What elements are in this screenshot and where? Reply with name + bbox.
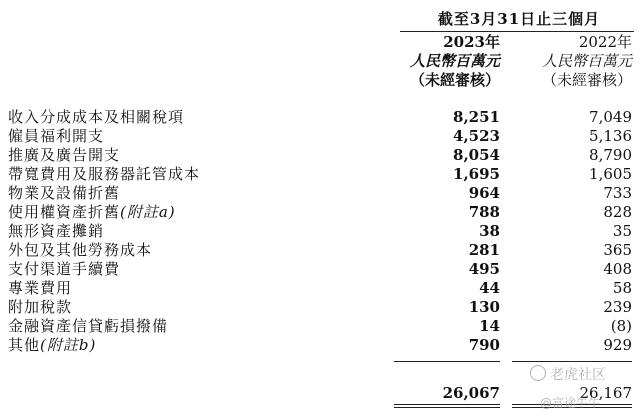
row-label: 專業費用 (8, 279, 73, 297)
row-label: 使用權資產折舊(附註a) (8, 203, 176, 221)
row-label: 收入分成成本及相關稅項 (8, 108, 185, 126)
table-row (0, 165, 640, 184)
year-2022-header: 2022年 (578, 33, 632, 51)
value-2023: 1,695 (453, 165, 500, 183)
table-row (0, 222, 640, 241)
row-label: 無形資產攤銷 (8, 222, 105, 240)
row-label: 附加稅款 (8, 298, 73, 316)
table-row (0, 336, 640, 355)
total-double-rule-2023-top (394, 404, 500, 405)
value-2023: 14 (479, 317, 500, 335)
row-label: 僱員福利開支 (8, 127, 105, 145)
value-2022: 35 (612, 222, 632, 240)
value-2023: 8,054 (453, 146, 500, 164)
year-2023-header: 2023年 (443, 33, 500, 51)
watermark-logo: 老虎社区 (530, 364, 606, 384)
value-2023: 788 (468, 203, 500, 221)
row-label: 其他(附註b) (8, 336, 97, 354)
audit-2023-header: （未經審核） (409, 71, 500, 89)
table-row (0, 146, 640, 165)
value-2022: 408 (603, 260, 632, 278)
table-row (0, 317, 640, 336)
period-header: 截至3月31日止三個月 (437, 10, 601, 28)
value-2023: 4,523 (453, 127, 500, 145)
subtotal-rule-2023 (394, 361, 500, 362)
value-2022: 8,790 (589, 146, 632, 164)
total-2023: 26,067 (442, 384, 500, 402)
unit-2022-header: 人民幣百萬元 (541, 52, 632, 70)
value-2022: 828 (603, 203, 632, 221)
tiger-logo-icon (530, 365, 546, 381)
watermark-handle: @富途牛牛 (540, 396, 601, 410)
audit-2022-header: （未經審核） (541, 71, 632, 89)
value-2023: 38 (479, 222, 500, 240)
total-2022: 26,167 (579, 384, 632, 402)
value-2022: 733 (603, 184, 632, 202)
value-2022: 5,136 (589, 127, 632, 145)
value-2022: 58 (612, 279, 632, 297)
table-row (0, 241, 640, 260)
value-2023: 8,251 (453, 108, 500, 126)
value-2023: 790 (468, 336, 500, 354)
period-underline (400, 31, 634, 32)
table-row (0, 184, 640, 203)
total-double-rule-2023-bottom (394, 407, 500, 408)
value-2023: 964 (468, 184, 500, 202)
table-row (0, 298, 640, 317)
row-label: 金融資產信貸虧損撥備 (8, 317, 169, 335)
table-row (0, 279, 640, 298)
unit-2023-header: 人民幣百萬元 (409, 52, 500, 70)
value-2022: 7,049 (589, 108, 632, 126)
row-label: 帶寬費用及服務器託管成本 (8, 165, 201, 183)
row-label: 物業及設備折舊 (8, 184, 121, 202)
row-label: 推廣及廣告開支 (8, 146, 121, 164)
value-2022: 1,605 (589, 165, 632, 183)
value-2022: 239 (603, 298, 632, 316)
table-row (0, 260, 640, 279)
value-2022: 929 (603, 336, 632, 354)
value-2023: 130 (468, 298, 500, 316)
value-2022: (8) (610, 317, 632, 335)
table-row (0, 108, 640, 127)
value-2023: 44 (479, 279, 500, 297)
row-label: 外包及其他勞務成本 (8, 241, 153, 259)
value-2023: 495 (468, 260, 500, 278)
table-row (0, 127, 640, 146)
row-label: 支付渠道手續費 (8, 260, 121, 278)
subtotal-rule-2022 (512, 361, 632, 362)
table-row (0, 203, 640, 222)
value-2023: 281 (468, 241, 500, 259)
value-2022: 365 (603, 241, 632, 259)
